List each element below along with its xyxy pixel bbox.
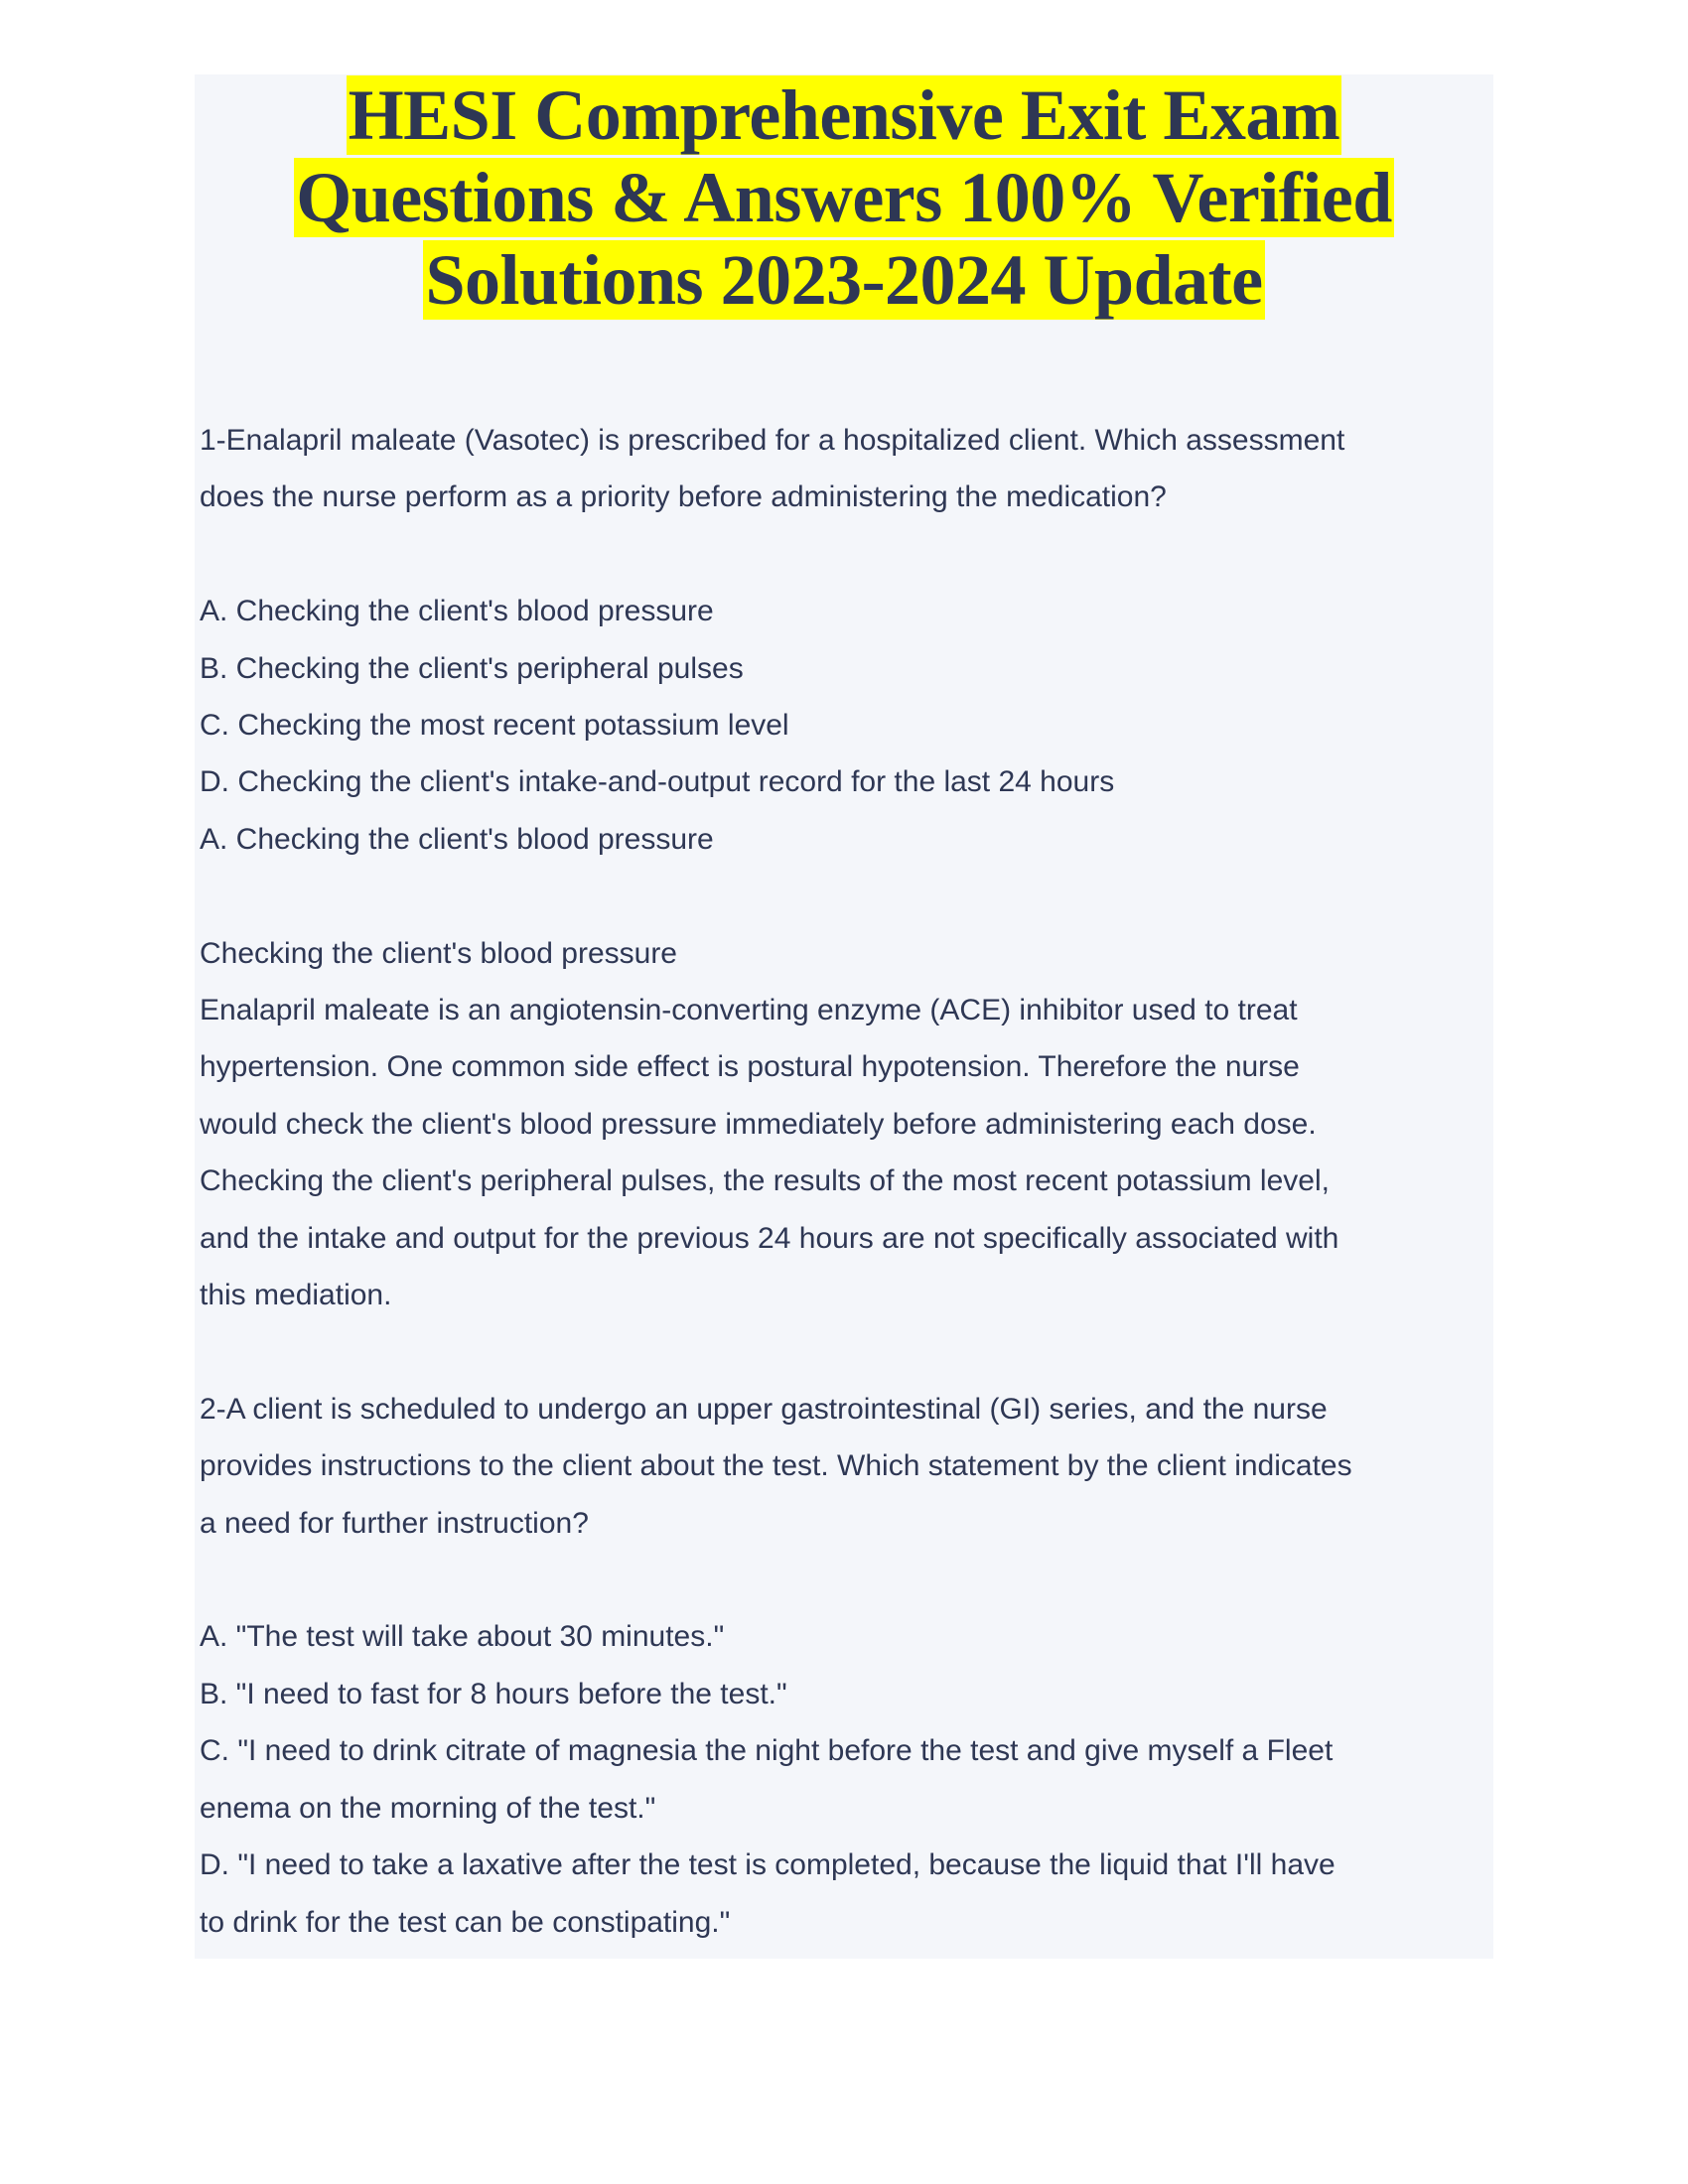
option-b: B. "I need to fast for 8 hours before the test.": [200, 1677, 787, 1710]
question-2: [200, 1381, 1490, 1951]
option-b: B. Checking the client's peripheral pulses: [200, 651, 744, 685]
title-line-3: Solutions 2023-2024 Update: [425, 240, 1263, 320]
option-c: C. Checking the most recent potassium level: [200, 709, 789, 743]
spacer: [200, 1552, 1490, 1608]
title-line-2: Questions & Answers 100% Verified: [296, 158, 1392, 237]
rationale-line: Checking the client's blood pressure: [200, 936, 677, 970]
rationale-line: Checking the client's peripheral pulses, the results of the most recent potassium level,: [200, 1164, 1330, 1198]
document-body: [200, 412, 1490, 1951]
rationale-line: and the intake and output for the previous 24 hours are not specifically associated with: [200, 1221, 1339, 1255]
option-d: D. Checking the client's intake-and-output record for the last 24 hours: [200, 765, 1115, 799]
document-title: [195, 74, 1493, 322]
question-1: [200, 412, 1490, 1323]
title-line-1: HESI Comprehensive Exit Exam: [348, 75, 1340, 155]
option-c-cont: enema on the morning of the test.": [200, 1791, 656, 1825]
answer: A. Checking the client's blood pressure: [200, 822, 714, 856]
option-d: D. "I need to take a laxative after the test is completed, because the liquid that I'll have: [200, 1848, 1336, 1882]
question-stem: a need for further instruction?: [200, 1506, 589, 1540]
rationale-line: Enalapril maleate is an angiotensin-converting enzyme (ACE) inhibitor used to treat: [200, 994, 1298, 1027]
question-stem: 2-A client is scheduled to undergo an upper gastrointestinal (GI) series, and the nurse: [200, 1392, 1328, 1426]
rationale-line: this mediation.: [200, 1279, 392, 1312]
option-a: A. Checking the client's blood pressure: [200, 595, 714, 628]
spacer: [200, 526, 1490, 583]
option-a: A. "The test will take about 30 minutes.": [200, 1620, 725, 1654]
question-stem: provides instructions to the client about the test. Which statement by the client indicates: [200, 1449, 1352, 1483]
document-page: [195, 74, 1493, 1959]
rationale-line: hypertension. One common side effect is postural hypotension. Therefore the nurse: [200, 1050, 1300, 1084]
question-stem: 1-Enalapril maleate (Vasotec) is prescribed for a hospitalized client. Which assessment: [200, 424, 1345, 457]
option-d-cont: to drink for the test can be constipating.": [200, 1905, 731, 1939]
question-stem: does the nurse perform as a priority before administering the medication?: [200, 480, 1167, 514]
rationale-line: would check the client's blood pressure immediately before administering each dose.: [200, 1107, 1317, 1141]
spacer: [200, 1323, 1490, 1380]
spacer: [200, 868, 1490, 924]
option-c: C. "I need to drink citrate of magnesia the night before the test and give myself a Fleet: [200, 1734, 1334, 1768]
